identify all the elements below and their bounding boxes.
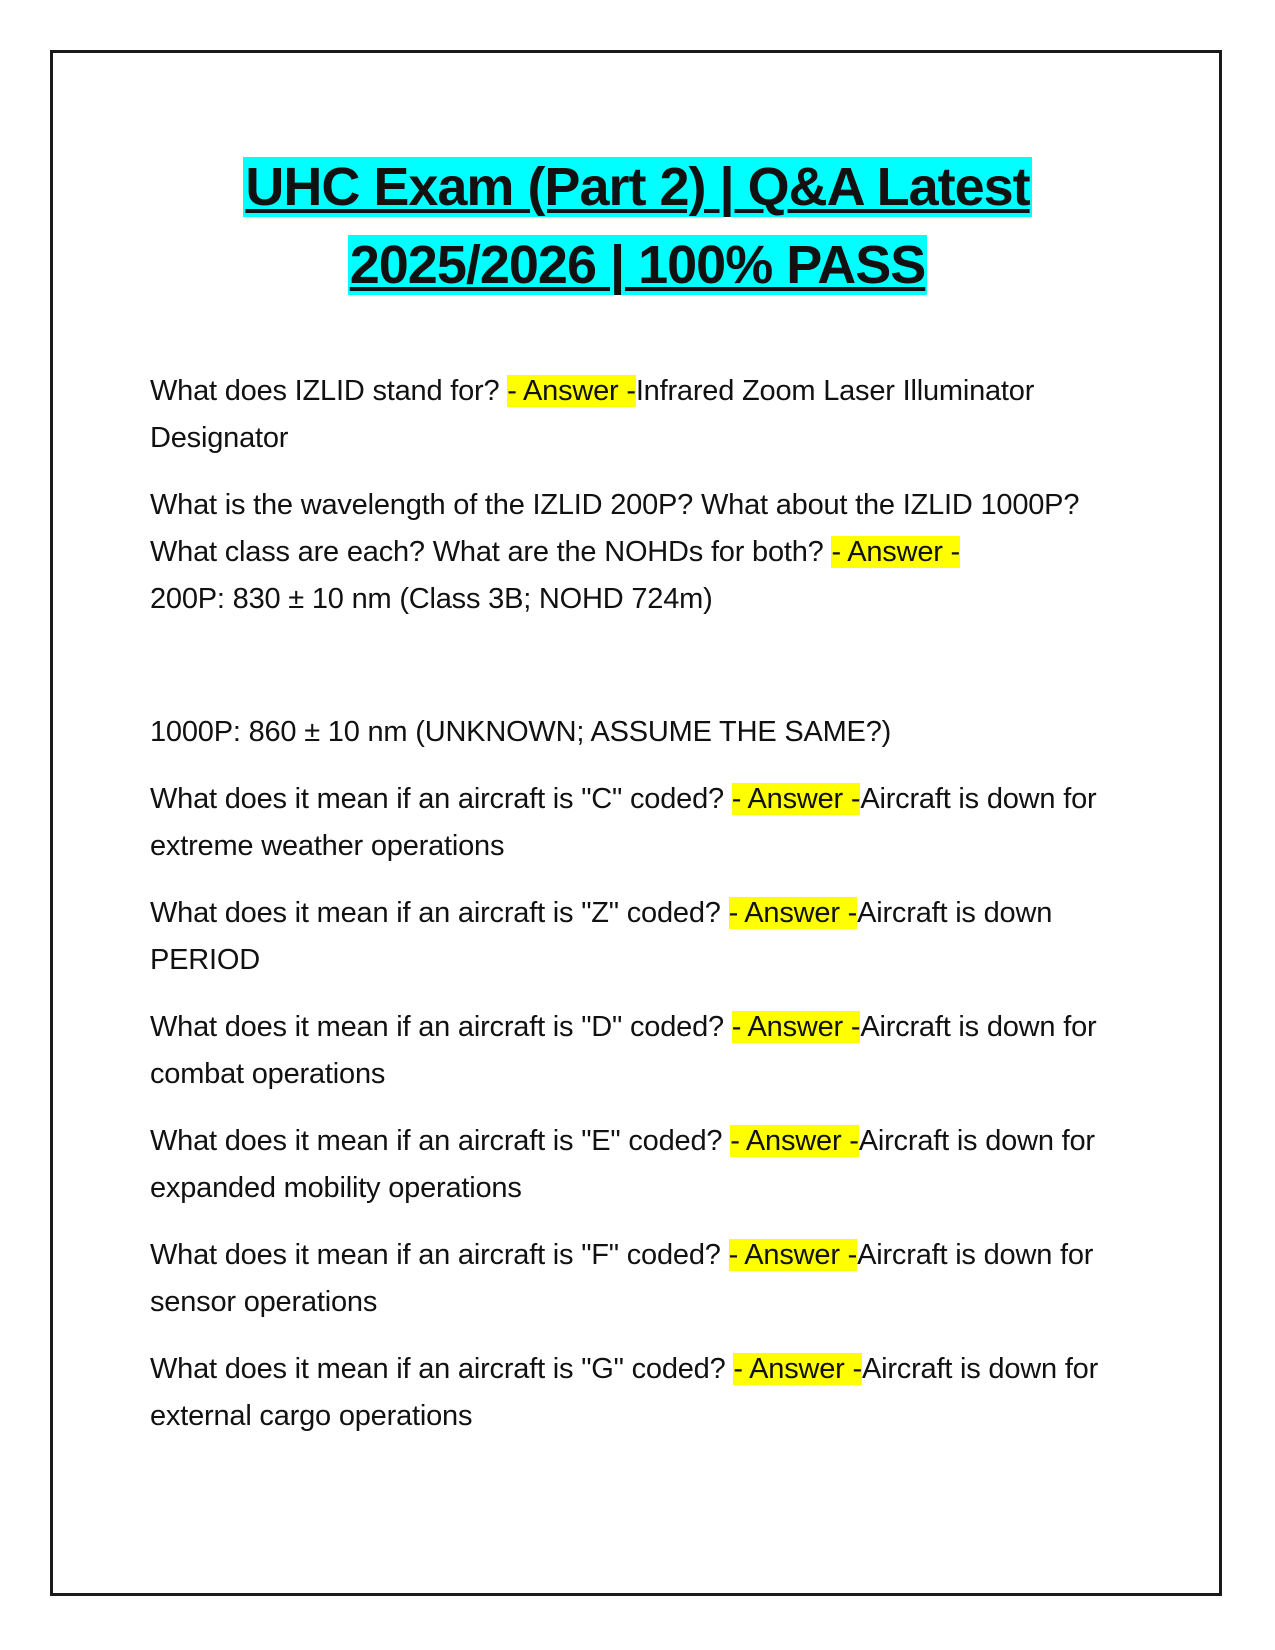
qa-item xyxy=(150,1118,1125,1212)
qa-item xyxy=(150,776,1125,870)
qa-item xyxy=(150,890,1125,984)
answer-text: Aircraft is down for sensor operations xyxy=(150,1239,1094,1318)
question-text: What does it mean if an aircraft is "C" coded? xyxy=(150,783,732,815)
answer-marker: - Answer - xyxy=(728,897,858,929)
title-line-2-text: 2025/2026 | 100% PASS xyxy=(349,235,926,295)
answer-text: Infrared Zoom Laser Illuminator Designator xyxy=(150,375,1035,454)
title-line-2 xyxy=(150,226,1125,304)
answer-text: Aircraft is down for combat operations xyxy=(150,1011,1097,1090)
qa-item xyxy=(150,368,1125,462)
question-text: What is the wavelength of the IZLID 200P? What about the IZLID 1000P? What class are each? What are the NOHDs for both? xyxy=(150,489,1080,568)
answer-text: Aircraft is down for extreme weather operations xyxy=(150,783,1097,862)
answer-marker: - Answer - xyxy=(731,1011,861,1043)
answer-marker: - Answer - xyxy=(831,536,961,568)
answer-marker: - Answer - xyxy=(733,1353,862,1385)
question-text: What does it mean if an aircraft is "F" coded? xyxy=(150,1239,729,1271)
answer-marker: - Answer - xyxy=(728,1239,858,1271)
answer-text: 1000P: 860 ± 10 nm (UNKNOWN; ASSUME THE SAME?) xyxy=(150,716,892,748)
answer-text: Aircraft is down for expanded mobility operations xyxy=(150,1125,1095,1204)
answer-marker: - Answer - xyxy=(730,1125,859,1157)
answer-marker: - Answer - xyxy=(731,783,861,815)
title-line-1 xyxy=(150,148,1125,226)
question-text: What does it mean if an aircraft is "D" coded? xyxy=(150,1011,732,1043)
question-text: What does it mean if an aircraft is "G" coded? xyxy=(150,1353,734,1385)
question-text: What does it mean if an aircraft is "Z" coded? xyxy=(150,897,729,929)
qa-item xyxy=(150,1232,1125,1326)
answer-text: Aircraft is down PERIOD xyxy=(150,897,1053,976)
title-line-1-text: UHC Exam (Part 2) | Q&A Latest xyxy=(245,157,1030,217)
answer-text: 200P: 830 ± 10 nm (Class 3B; NOHD 724m) xyxy=(150,583,713,615)
answer-text: Aircraft is down for external cargo operations xyxy=(150,1353,1099,1432)
qa-list xyxy=(150,368,1125,1460)
answer-marker: - Answer - xyxy=(507,375,636,407)
question-text: What does IZLID stand for? xyxy=(150,375,508,407)
qa-item xyxy=(150,1346,1125,1440)
document-title xyxy=(150,148,1125,304)
qa-item-continuation xyxy=(150,709,1125,756)
qa-item xyxy=(150,482,1125,623)
question-text: What does it mean if an aircraft is "E" coded? xyxy=(150,1125,731,1157)
qa-item xyxy=(150,1004,1125,1098)
